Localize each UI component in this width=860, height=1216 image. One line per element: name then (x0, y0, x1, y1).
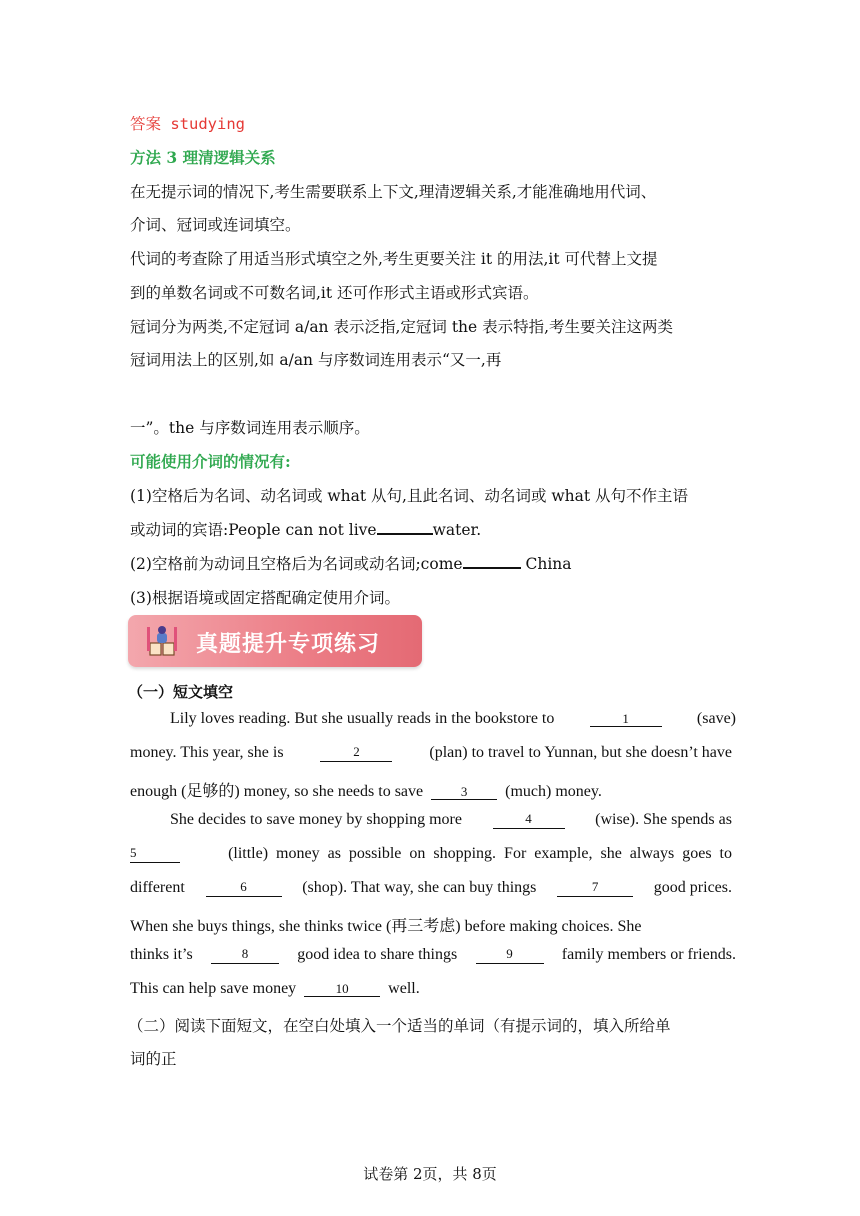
prep-title: 可能使用介词的情况有: (130, 452, 291, 471)
blank-8[interactable]: 8 (211, 946, 279, 964)
blank-6[interactable]: 6 (206, 879, 282, 897)
passage-line-6: different 6 (shop). That way, she can buy things 7 good prices. (130, 879, 732, 896)
passage-line-9: This can help save money 10 well. (130, 980, 420, 997)
para1-line2: 介词、冠词或连词填空。 (130, 216, 301, 234)
book-reading-icon (144, 623, 180, 659)
blank-3[interactable]: 3 (431, 784, 497, 800)
blank-live-water[interactable] (377, 519, 433, 535)
passage-line-8: thinks it’s 8 good idea to share things 9 family members or friends. (130, 946, 736, 963)
blank-4[interactable]: 4 (493, 811, 565, 829)
para2-line1: 代词的考查除了用适当形式填空之外,考生更要关注 it 的用法,it 可代替上文提 (130, 250, 658, 268)
section1-title: （一）短文填空 (128, 683, 234, 701)
blank-1[interactable]: 1 (590, 711, 662, 727)
blank-9[interactable]: 9 (476, 946, 544, 964)
para3-line3: 一”。the 与序数词连用表示顺序。 (130, 419, 370, 437)
para2-line2: 到的单数名词或不可数名词,it 还可作形式主语或形式宾语。 (130, 284, 539, 302)
banner-title: 真题提升专项练习 (196, 632, 381, 657)
para3-line1: 冠词分为两类,不定冠词 a/an 表示泛指,定冠词 the 表示特指,考生要关注这两类 (130, 318, 674, 336)
para1-line1: 在无提示词的情况下,考生需要联系上下文,理清逻辑关系,才能准确地用代词、 (130, 183, 657, 201)
practice-banner (128, 615, 422, 667)
blank-come-china[interactable] (463, 553, 521, 569)
answer-line: 答案 studying (130, 115, 245, 133)
blank-7[interactable]: 7 (557, 879, 633, 897)
prep3-line: (3)根据语境或固定搭配确定使用介词。 (130, 589, 400, 607)
page-footer: 试卷第 2页，共 8页 (363, 1165, 497, 1183)
blank-2[interactable]: 2 (320, 744, 392, 762)
passage-line-5: 5 (little) money as possible on shopping. For example, she always goes to (130, 845, 732, 862)
blank-5[interactable]: 5 (130, 845, 180, 863)
passage-line-2: money. This year, she is 2 (plan) to travel to Yunnan, but she doesn’t have (130, 744, 732, 761)
prep1-line2: 或动词的宾语:People can not live water. (130, 521, 482, 539)
prep1-line1: (1)空格后为名词、动名词或 what 从句,且此名词、动名词或 what 从句不作主语 (130, 487, 689, 505)
passage-line-7: When she buys things, she thinks twice (再三考虑) before making choices. She (130, 918, 642, 935)
section2-line2: 词的正 (130, 1050, 177, 1068)
passage-line-1: Lily loves reading. But she usually reads in the bookstore to 1 (save) (170, 710, 736, 727)
section2-line1: （二）阅读下面短文，在空白处填入一个适当的单词（有提示词的，填入所给单 (128, 1017, 671, 1035)
para3-line2: 冠词用法上的区别,如 a/an 与序数词连用表示“又一,再 (130, 351, 502, 369)
blank-10[interactable]: 10 (304, 981, 380, 997)
prep2-line: (2)空格前为动词且空格后为名词或动名词;come China (130, 555, 572, 573)
method-title: 方法 3 理清逻辑关系 (130, 148, 276, 167)
passage-line-4: She decides to save money by shopping more 4 (wise). She spends as (170, 811, 732, 828)
passage-line-3: enough (足够的) money, so she needs to save 3 (much) money. (130, 783, 602, 800)
